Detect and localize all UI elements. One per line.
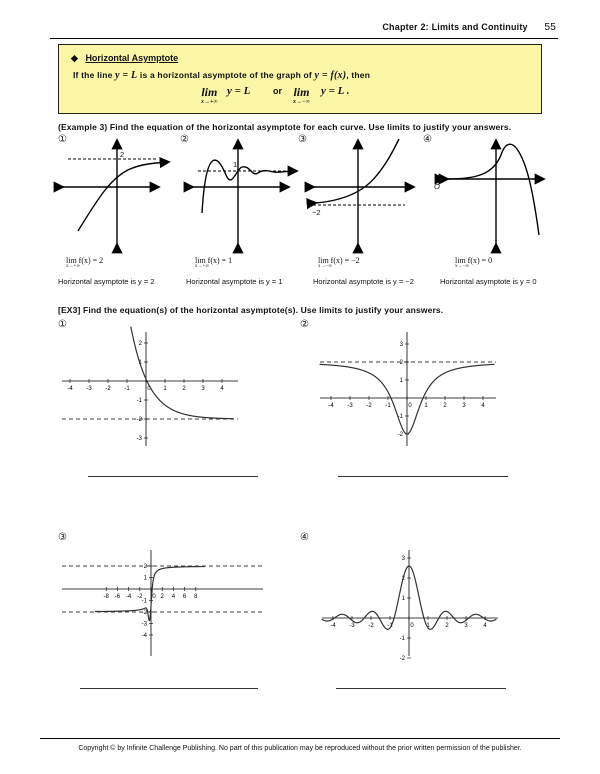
lim-sub-1: x→+∞ [201,99,218,105]
x-tick-label: 0 [147,386,151,392]
x-tick-label: 2 [443,403,447,409]
exercise-3-answer-line [80,688,258,689]
example-question: (Example 3) Find the equation of the horizontal asymptote for each curve. Use limits to justify your answers. [58,122,512,132]
example-4-answer: Horizontal asymptote is y = 0 [440,277,537,286]
x-tick-label: 4 [220,386,224,392]
x-tick-label: -2 [366,403,372,409]
example-graph-2 [192,141,296,245]
exercise-1-number: ① [58,319,67,330]
diamond-bullet-icon: ◆ [71,53,78,63]
exercise-3-number: ③ [58,532,67,543]
exercise-4-number: ④ [300,532,309,543]
function-curve [95,567,205,621]
example-1-answer: Horizontal asymptote is y = 2 [58,277,155,286]
y-tick-label: 3 [399,342,403,348]
x-tick-label: 6 [182,594,187,600]
example-1-number: ① [58,134,67,145]
exercise-2-answer-line [338,476,508,477]
x-tick-label: 0 [152,594,156,600]
x-tick-label: -2 [137,594,143,600]
definition-limit-2 [293,83,310,105]
footer-rule [40,738,560,739]
y-tick-label: -2 [136,417,142,423]
lim-sub-2: x→−∞ [293,99,310,105]
exercise-2-number: ② [300,319,309,330]
example-4-limit-sub: x→−∞ [455,264,469,269]
definition-eq-2: y = f(x) [314,70,347,81]
example-4-graph-label: O [434,182,440,191]
example-3-limit-sub: x→−∞ [318,264,332,269]
example-1-limit-expr: lim f(x) = 2 [66,256,104,265]
definition-text-1: If the line [73,70,113,80]
example-2-number: ② [180,134,189,145]
x-tick-label: -6 [114,594,121,600]
x-tick-label: 3 [464,623,468,629]
x-tick-label: 0 [410,623,414,629]
x-tick-label: 3 [462,403,466,409]
exercise-4-answer-line [336,688,506,689]
x-tick-label: 4 [481,403,485,409]
example-3-number: ③ [298,134,307,145]
exercise-graph-4 [320,548,500,662]
exercise-graph-1 [60,330,240,448]
x-tick-label: 2 [182,386,186,392]
example-graph-4 [443,141,543,245]
x-tick-label: -1 [124,386,130,392]
example-1-graph-label: 2 [120,150,125,159]
x-tick-label: 0 [408,403,412,409]
chapter-title: Chapter 2: Limits and Continuity [382,22,528,32]
x-tick-label: -4 [67,386,73,392]
example-1-limit [66,256,103,269]
y-tick-label: -4 [141,633,147,639]
exercise-graph-3 [60,548,265,658]
x-tick-label: -4 [328,403,334,409]
example-2-limit [195,256,232,269]
y-tick-label: 2 [143,564,147,570]
x-tick-label: -3 [349,623,355,629]
definition-text-3: , then [346,70,371,80]
y-tick-label: 1 [143,575,147,582]
definition-limit-1 [201,83,218,105]
exercise-question: [EX3] Find the equation(s) of the horizontal asymptote(s). Use limits to justify your answers. [58,305,444,315]
y-tick-label: -3 [141,621,147,628]
x-tick-label: -1 [385,403,391,409]
x-tick-label: 3 [201,386,205,392]
x-tick-label: -4 [125,594,132,600]
x-tick-label: 1 [426,623,430,629]
y-tick-label: 1 [399,378,403,384]
definition-title [71,53,178,64]
lim-expr-1: y = L [227,85,251,97]
x-tick-label: 2 [160,594,164,600]
x-tick-label: 4 [171,594,176,600]
y-tick-label: -1 [136,398,142,404]
example-4-limit-expr: lim f(x) = 0 [455,256,493,265]
y-tick-label: 1 [401,596,405,602]
example-4-number: ④ [423,134,432,145]
y-tick-label: 3 [401,556,405,562]
x-tick-label: -4 [330,623,336,629]
y-tick-label: -1 [397,414,403,420]
example-1-limit-sub: x→+∞ [66,264,80,269]
definition-or: or [273,86,282,96]
definition-text-2: is a horizontal asymptote of the graph of [139,70,312,80]
definition-eq-1: y = L [115,70,138,81]
x-tick-label: -3 [86,386,92,392]
page-header [382,22,556,33]
lim-word-1: lim [201,85,218,99]
y-tick-label: -2 [141,610,147,616]
x-tick-label: -2 [368,623,374,629]
definition-box [58,44,542,114]
example-3-graph-label: −2 [312,208,321,217]
example-2-limit-sub: x→+∞ [195,264,209,269]
header-rule [50,38,558,39]
y-tick-label: 2 [138,341,142,347]
y-tick-label: -1 [141,598,147,605]
y-tick-label: 1 [138,360,142,366]
copyright-footer: Copyright © by Infinite Challenge Publishing. No part of this publication may be reproduced without the prior written permission of the publisher. [78,745,522,752]
definition-statement [73,70,370,81]
definition-title-text: Horizontal Asymptote [85,53,179,63]
example-3-limit [318,256,360,269]
x-tick-label: 1 [424,403,428,409]
x-tick-label: 1 [163,386,167,392]
example-3-limit-expr: lim f(x) = −2 [318,256,360,265]
example-2-answer: Horizontal asymptote is y = 1 [186,277,283,286]
example-2-graph-label: 1 [233,160,238,169]
x-tick-label: 8 [194,594,198,600]
x-tick-label: -3 [347,403,353,409]
x-tick-label: 4 [483,623,487,629]
y-tick-label: 2 [399,360,403,366]
example-3-answer: Horizontal asymptote is y = −2 [313,277,414,286]
x-tick-label: 2 [445,623,449,629]
y-tick-label: -1 [399,636,405,642]
y-tick-label: -2 [399,656,405,662]
y-tick-label: 2 [401,576,405,582]
exercise-graph-2 [318,330,498,448]
example-graph-3 [313,139,413,245]
lim-expr-2: y = L . [321,85,350,97]
x-tick-label: -2 [105,386,111,392]
y-tick-label: -2 [397,432,403,438]
exercise-1-answer-line [88,476,258,477]
example-2-limit-expr: lim f(x) = 1 [195,256,233,265]
page-number: 55 [544,22,556,33]
y-tick-label: -3 [136,436,142,442]
example-graphs [50,135,570,270]
x-tick-label: -1 [387,623,393,629]
example-4-limit [455,256,492,269]
example-graph-1 [62,141,168,245]
lim-word-2: lim [293,85,310,99]
x-tick-label: -8 [103,594,109,600]
